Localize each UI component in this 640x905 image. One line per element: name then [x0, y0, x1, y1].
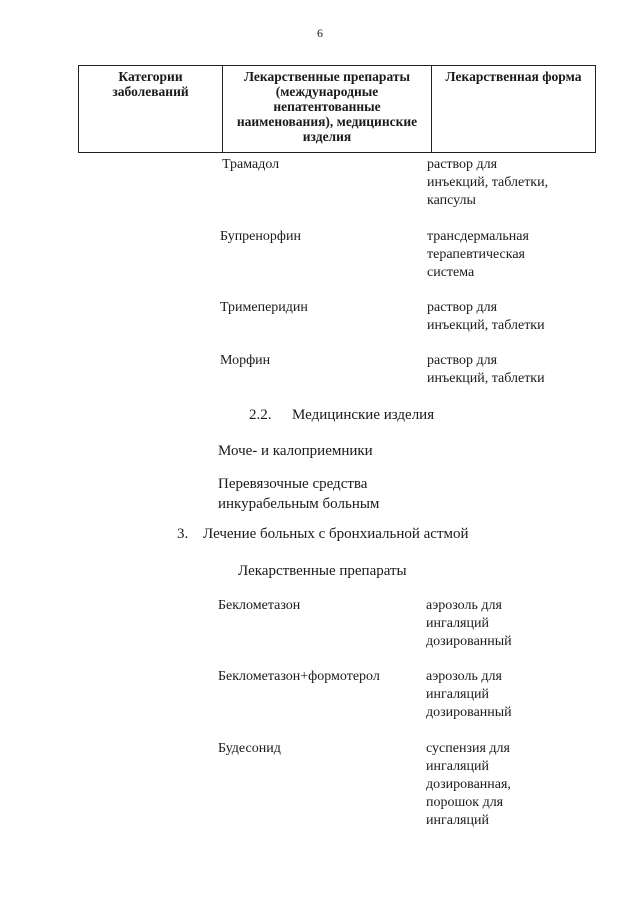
drug-form: раствор для инъекций, таблетки — [427, 353, 545, 386]
medical-device: Моче- и калоприемники — [218, 443, 373, 459]
subsection-number: 2.2. — [249, 407, 272, 423]
page-number: 6 — [317, 26, 323, 40]
drug-name: Морфин — [220, 353, 271, 368]
drug-name: Бупренорфин — [220, 229, 301, 244]
drug-name: Трамадол — [222, 157, 280, 172]
drug-form: трансдермальная терапевтическая система — [427, 229, 529, 280]
table-header — [78, 65, 596, 153]
medical-device: Перевязочные средства инкурабельным больным — [218, 476, 380, 512]
header-drugs-and-devices: Лекарственные препараты (международные непатентованные наименования), медицинские изделия — [223, 66, 432, 153]
drug-name: Будесонид — [218, 741, 281, 756]
subsection-title: Медицинские изделия — [292, 407, 435, 423]
section-subheading: Лекарственные препараты — [238, 563, 407, 579]
drug-form: аэрозоль для ингаляций дозированный — [426, 598, 512, 649]
drug-name: Беклометазон — [218, 598, 301, 613]
drug-form: раствор для инъекций, таблетки — [427, 300, 545, 333]
drug-form: суспензия для ингаляций дозированная, порошок для ингаляций — [426, 741, 511, 828]
drug-name: Тримеперидин — [220, 300, 308, 315]
drug-form: раствор для инъекций, таблетки, капсулы — [427, 157, 549, 208]
header-disease-categories: Категории заболеваний — [79, 66, 223, 153]
section-title: Лечение больных с бронхиальной астмой — [203, 526, 469, 542]
section-number: 3. — [177, 526, 189, 542]
drug-name: Беклометазон+формотерол — [218, 669, 380, 684]
drug-form: аэрозоль для ингаляций дозированный — [426, 669, 512, 720]
header-dosage-form: Лекарственная форма — [432, 66, 596, 153]
